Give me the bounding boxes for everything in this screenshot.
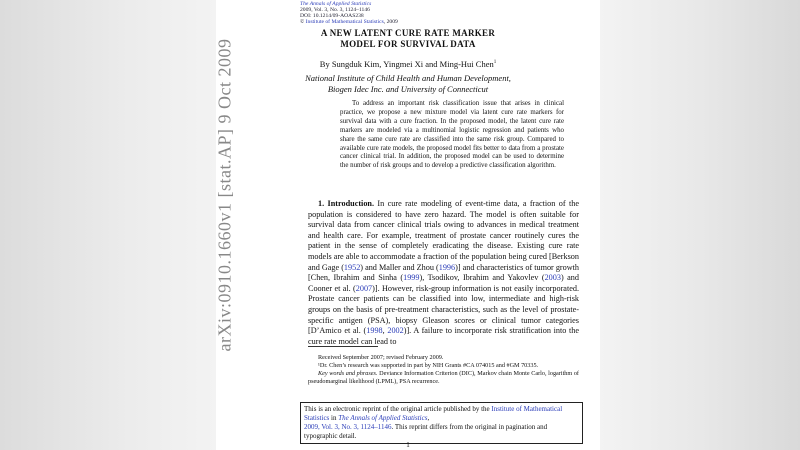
section-heading: 1. Introduction. xyxy=(318,199,375,208)
author-footnote-mark: 1 xyxy=(493,60,497,66)
intro-text: , xyxy=(382,326,388,336)
citation-link[interactable]: 2007 xyxy=(355,283,373,293)
journal-volume: 2009, Vol. 3, No. 3, 1124–1146 xyxy=(300,7,370,13)
ims-reprint-link[interactable]: Institute of Mathematical Statistics xyxy=(304,405,563,422)
paper-title xyxy=(216,28,600,50)
intro-text: In cure rate modeling of event-time data, a fraction of the population is considered to have zero hazard. The model is often suitable for survival data from cancer clinical trials owing to advances in medical treatment and health care. For example, treatment of prostate cancer routinely cures the patient in the sense of completely eradicating the disease. Existing cure rate models are able to accommodate a fraction of the population being cured [Berkson and Gage ( xyxy=(308,199,579,272)
ims-link[interactable]: Institute of Mathematical Statistics xyxy=(305,19,384,25)
reprint-notice xyxy=(300,402,583,444)
journal-header xyxy=(300,1,398,25)
intro-text: ) and Cooner et al. ( xyxy=(308,273,579,293)
reprint-text: in xyxy=(329,414,339,422)
intro-text: )] and characteristics of tumor growth [Chen, Ibrahim and Sinha ( xyxy=(308,262,580,283)
grant-footnote: ¹Dr. Chen’s research was supported in part by NIH Grants #CA 074015 and #GM 70335. xyxy=(318,362,539,369)
intro-text: ), Tsodikov, Ibrahim and Yakovlev ( xyxy=(419,273,545,283)
footnote-rule xyxy=(308,346,378,347)
intro-text: )]. However, risk-group information is not easily incorporated. Prostate cancer patients can be classified into low, intermediate and high-risk groups on the basis of pre-treatment characteristics, such as the level of prostate-specific antigen (PSA), biopsy Gleason scores or clinical tumor categories [D’Amico et al. ( xyxy=(308,283,579,336)
author-names: By Sungduk Kim, Yingmei Xi and Ming-Hui Chen xyxy=(319,59,494,69)
page-number: 1 xyxy=(406,441,410,449)
reprint-text: . This reprint differs from the original in pagination and typographic detail. xyxy=(304,423,548,440)
volume-reprint-link[interactable]: 2009, Vol. 3, No. 3, 1124–1146 xyxy=(304,423,392,431)
journal-reprint-link[interactable]: The Annals of Applied Statistics xyxy=(338,414,428,422)
affiliation-line-2: Biogen Idec Inc. and University of Connecticut xyxy=(327,84,489,94)
paper-page xyxy=(216,0,600,450)
doi: DOI: 10.1214/09-AOAS238 xyxy=(300,13,364,19)
arxiv-stamp-text: arXiv:0910.1660v1 [stat.AP] 9 Oct 2009 xyxy=(214,38,235,352)
journal-name[interactable]: The Annals of Applied Statistics xyxy=(300,1,372,7)
citation-link[interactable]: 1952 xyxy=(343,262,361,272)
keywords-text: Deviance Information Criterion (DIC), Markov chain Monte Carlo, logarithm of pseudomarginal likelihood (LPML), PSA recurrence. xyxy=(308,370,579,385)
footnotes xyxy=(308,354,579,386)
citation-link[interactable]: 1999 xyxy=(403,273,420,283)
copyright-prefix: © xyxy=(300,19,306,25)
reprint-text: , xyxy=(427,414,430,422)
right-background xyxy=(600,0,800,450)
title-line-2: MODEL FOR SURVIVAL DATA xyxy=(340,39,476,49)
arxiv-stamp xyxy=(214,38,235,352)
copyright xyxy=(300,19,398,25)
received-date: Received September 2007; revised February 2009. xyxy=(318,354,444,361)
citation-link[interactable]: 2003 xyxy=(544,273,561,283)
keywords xyxy=(308,370,579,386)
affiliation-line-1: National Institute of Child Health and Human Development, xyxy=(305,73,511,83)
introduction-paragraph xyxy=(308,199,579,347)
left-background xyxy=(0,0,216,450)
citation-link[interactable]: 2002 xyxy=(387,326,404,336)
title-line-1: A NEW LATENT CURE RATE MARKER xyxy=(320,28,496,38)
affiliations xyxy=(216,73,600,95)
citation-link[interactable]: 1998 xyxy=(366,326,383,336)
keywords-label: Key words and phrases. xyxy=(318,370,378,377)
reprint-text: This is an electronic reprint of the original article published by the xyxy=(304,405,492,413)
intro-text: )]. A failure to incorporate risk stratification into the cure rate model can lead to xyxy=(308,326,579,346)
authors xyxy=(216,59,600,69)
citation-link[interactable]: 1996 xyxy=(438,262,456,272)
intro-text: ) and Maller and Zhou ( xyxy=(360,262,439,272)
abstract: To address an important risk classification issue that arises in clinical practice, we propose a new mixture model via latent cure rate markers for survival data with a cure fraction. In the proposed model, the latent cure rate markers are modeled via a multinomial logistic regression and patients who share the same cure rate are classified into the same risk group. Compared to available cure rate models, the proposed model fits better to data from a prostate cancer clinical trial. In addition, the proposed model can be used to determine the number of risk groups and to develop a predictive classification algorithm. xyxy=(340,100,564,170)
copyright-year: , 2009 xyxy=(383,19,398,25)
